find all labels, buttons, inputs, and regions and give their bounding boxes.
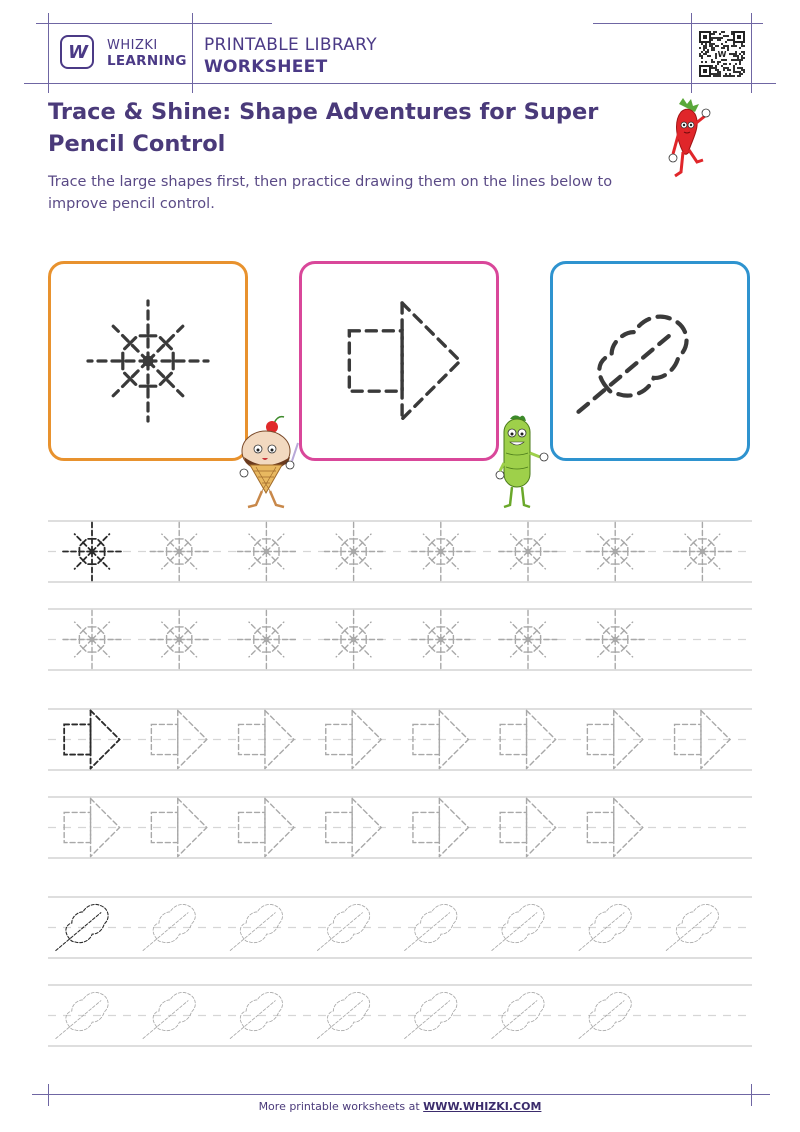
practice-row (48, 521, 752, 582)
library-label: PRINTABLE LIBRARY (204, 35, 377, 55)
header-divider-left (48, 13, 49, 93)
shape-card-arrow (299, 261, 499, 461)
practice-row (46, 985, 752, 1049)
header-top-line-right (593, 23, 763, 24)
footer-website-link[interactable]: WWW.WHIZKI.COM (423, 1100, 542, 1113)
brand-subname: LEARNING (107, 53, 187, 69)
worksheet-label: WORKSHEET (204, 57, 328, 77)
qr-code-icon (699, 31, 745, 77)
footer-text: More printable worksheets at (258, 1100, 424, 1113)
practice-row (46, 897, 752, 961)
square-arrow-trace-icon (302, 264, 496, 458)
svg-text:W: W (717, 50, 727, 59)
header-divider-qr-right (751, 13, 752, 93)
header-divider-qr-left (691, 13, 692, 93)
leaf-trace-icon (553, 264, 747, 458)
header-bottom-line (24, 83, 776, 84)
practice-row (48, 609, 752, 670)
footer (0, 1100, 800, 1113)
shape-card-leaf (550, 261, 750, 461)
brand-name: WHIZKI (107, 38, 158, 53)
practice-row (48, 709, 752, 770)
worksheet-instructions: Trace the large shapes first, then practice drawing them on the lines below to improve pencil control. (48, 174, 613, 212)
shape-card-starburst (48, 261, 248, 461)
starburst-trace-icon (51, 264, 245, 458)
pea-pod-character (494, 413, 556, 509)
ice-cream-character (236, 413, 306, 509)
header-top-line (36, 23, 272, 24)
chili-pepper-character (665, 96, 715, 180)
whizki-logo (60, 35, 94, 69)
worksheet-title: Trace & Shine: Shape Adventures for Super Pencil Control (48, 99, 599, 157)
header-divider-mid (192, 13, 193, 93)
footer-line (32, 1094, 770, 1095)
practice-row (48, 797, 752, 858)
logo-w-icon: W (68, 41, 86, 63)
